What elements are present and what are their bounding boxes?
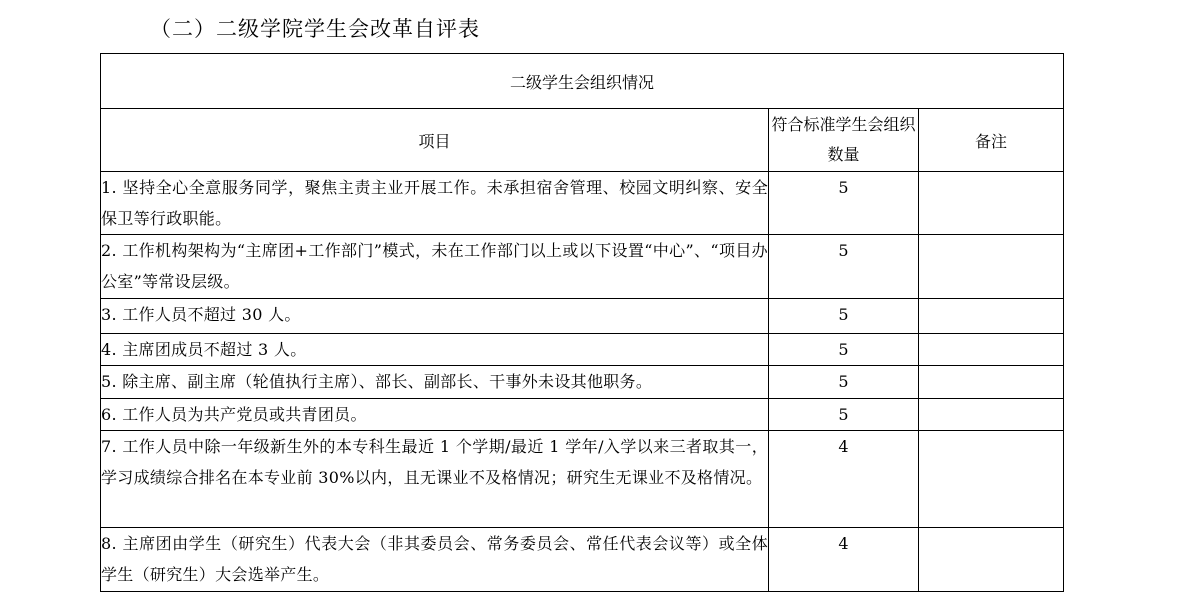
header-count: 符合标准学生会组织数量 (769, 109, 919, 172)
self-evaluation-table (100, 53, 1064, 592)
table-row (101, 528, 1064, 592)
table-row (101, 235, 1064, 299)
row-count: 4 (769, 528, 919, 592)
row-item: 8. 主席团由学生（研究生）代表大会（非其委员会、常务委员会、常任代表会议等）或全体学生（研究生）大会选举产生。 (101, 528, 769, 592)
table-row (101, 366, 1064, 399)
table-row (101, 431, 1064, 528)
row-count: 5 (769, 399, 919, 431)
table-row (101, 334, 1064, 366)
row-note (919, 334, 1064, 366)
row-count: 4 (769, 431, 919, 528)
row-item: 6. 工作人员为共产党员或共青团员。 (101, 399, 769, 431)
row-note (919, 235, 1064, 299)
header-note: 备注 (919, 109, 1064, 172)
row-count: 5 (769, 235, 919, 299)
row-note (919, 299, 1064, 334)
table-row (101, 172, 1064, 235)
row-note (919, 366, 1064, 399)
table-row (101, 299, 1064, 334)
row-note (919, 528, 1064, 592)
row-item: 1. 坚持全心全意服务同学，聚焦主责主业开展工作。未承担宿舍管理、校园文明纠察、安全保卫等行政职能。 (101, 172, 769, 235)
page-heading: （二）二级学院学生会改革自评表 (150, 17, 480, 41)
header-item: 项目 (101, 109, 769, 172)
row-item: 5. 除主席、副主席（轮值执行主席）、部长、副部长、干事外未设其他职务。 (101, 366, 769, 399)
row-note (919, 399, 1064, 431)
row-item: 3. 工作人员不超过 30 人。 (101, 299, 769, 334)
table-row (101, 399, 1064, 431)
table-header-row (101, 109, 1064, 172)
row-count: 5 (769, 172, 919, 235)
row-count: 5 (769, 366, 919, 399)
table-title: 二级学生会组织情况 (101, 54, 1064, 109)
row-count: 5 (769, 299, 919, 334)
table-title-row (101, 54, 1064, 109)
row-item: 2. 工作机构架构为“主席团+工作部门”模式，未在工作部门以上或以下设置“中心”、“项目办公室”等常设层级。 (101, 235, 769, 299)
row-item: 7. 工作人员中除一年级新生外的本专科生最近 1 个学期/最近 1 学年/入学以来三者取其一，学习成绩综合排名在本专业前 30%以内，且无课业不及格情况；研究生无课业不及格情况。 (101, 431, 769, 528)
row-note (919, 172, 1064, 235)
row-note (919, 431, 1064, 528)
row-item: 4. 主席团成员不超过 3 人。 (101, 334, 769, 366)
row-count: 5 (769, 334, 919, 366)
